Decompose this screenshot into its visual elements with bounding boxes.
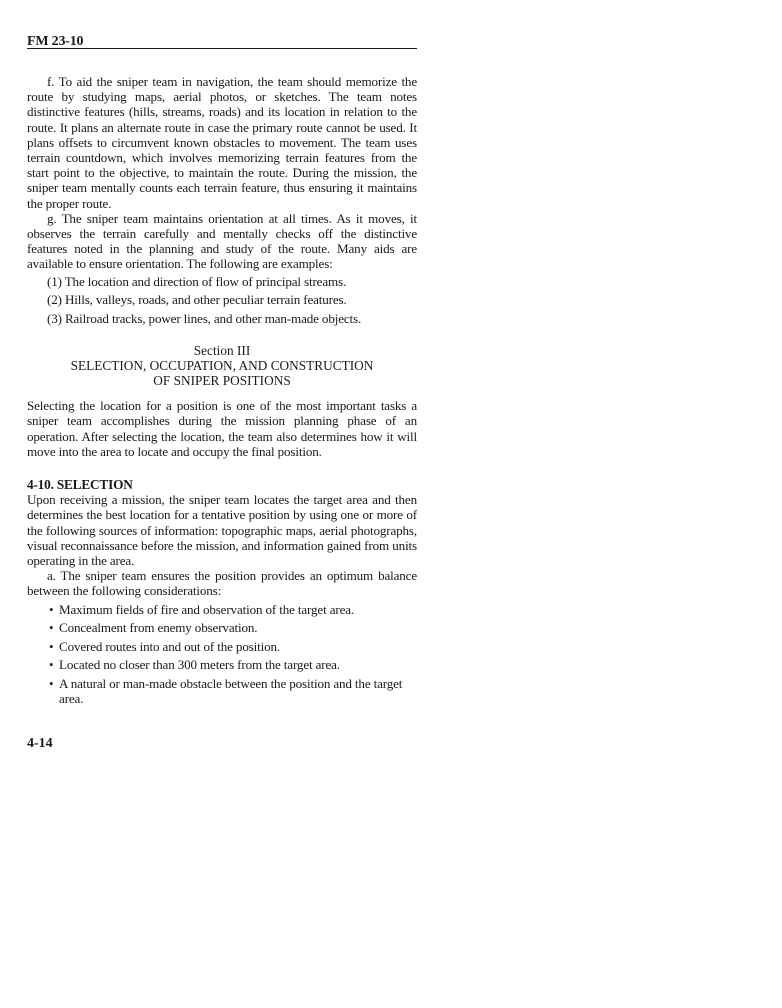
- paragraph-title-selection: 4-10. SELECTION: [27, 477, 133, 493]
- list-item-text: Concealment from enemy observation.: [59, 620, 258, 636]
- bullet-icon: •: [49, 601, 54, 617]
- section-title-line-1: SELECTION, OCCUPATION, AND CONSTRUCTION: [70, 358, 374, 374]
- list-item-text: Maximum fields of fire and observation of the target area.: [59, 601, 355, 617]
- list-item: (2) Hills, valleys, roads, and other peculiar terrain features.: [47, 292, 347, 308]
- selection-intro-paragraph: Upon receiving a mission, the sniper team locates the target area and then determines the best location for a tentative position by using one or more of the following sources of information: topographic maps, aerial photographs, visual reconnaissance before the mission, and information gained from units operating in the area.: [27, 492, 417, 569]
- section-label: Section III: [193, 343, 251, 359]
- orientation-aids-list: [27, 274, 417, 327]
- paragraph-f: f. To aid the sniper team in navigation, the team should memorize the route by studying maps, aerial photos, or sketches. The team notes distinctive features (hills, streams, roads) and its location in relation to the route. It plans an alternate route in case the primary route cannot be used. It plans offsets to circumvent known obstacles to movement. The team uses terrain countdown, which involves memorizing terrain features from the start point to the objective, to maintain the route. During the mission, the sniper team mentally counts each terrain feature, thus ensuring it maintains the proper route.: [27, 74, 417, 211]
- list-item: [27, 620, 417, 635]
- list-item-text: Covered routes into and out of the position.: [59, 638, 281, 654]
- section-title-line-2: OF SNIPER POSITIONS: [153, 373, 291, 389]
- list-item: [27, 657, 417, 672]
- list-item: (1) The location and direction of flow of principal streams.: [47, 273, 347, 289]
- considerations-list: [27, 602, 417, 706]
- section-heading: [27, 343, 417, 388]
- bullet-icon: •: [49, 638, 54, 654]
- paragraph-g: g. The sniper team maintains orientation at all times. As it moves, it observes the terrain carefully and mentally checks off the distinctive features noted in the planning and study of the route. Many aids are available to ensure orientation. The following are examples:: [27, 210, 417, 272]
- list-item: (3) Railroad tracks, power lines, and other man-made objects.: [47, 311, 362, 327]
- section-intro-paragraph: Selecting the location for a position is one of the most important tasks a sniper team accomplishes during the mission planning phase of an operation. After selecting the location, the team also determines how it will move into the area to locate and occupy the final position.: [27, 398, 417, 459]
- list-item-text: Located no closer than 300 meters from the target area.: [59, 657, 340, 673]
- bullet-icon: •: [49, 675, 54, 691]
- page-body: [27, 74, 417, 710]
- paragraph-a: a. The sniper team ensures the position provides an optimum balance between the following considerations:: [27, 568, 417, 599]
- bullet-icon: •: [49, 657, 54, 673]
- list-item: [27, 602, 417, 617]
- document-id: FM 23-10: [27, 34, 84, 49]
- list-item-text: A natural or man-made obstacle between the position and the target area.: [59, 675, 403, 707]
- header-rule: [27, 48, 417, 49]
- bullet-icon: •: [49, 620, 54, 636]
- list-item: [27, 639, 417, 654]
- page-number: 4-14: [27, 736, 53, 751]
- list-item: [27, 676, 417, 706]
